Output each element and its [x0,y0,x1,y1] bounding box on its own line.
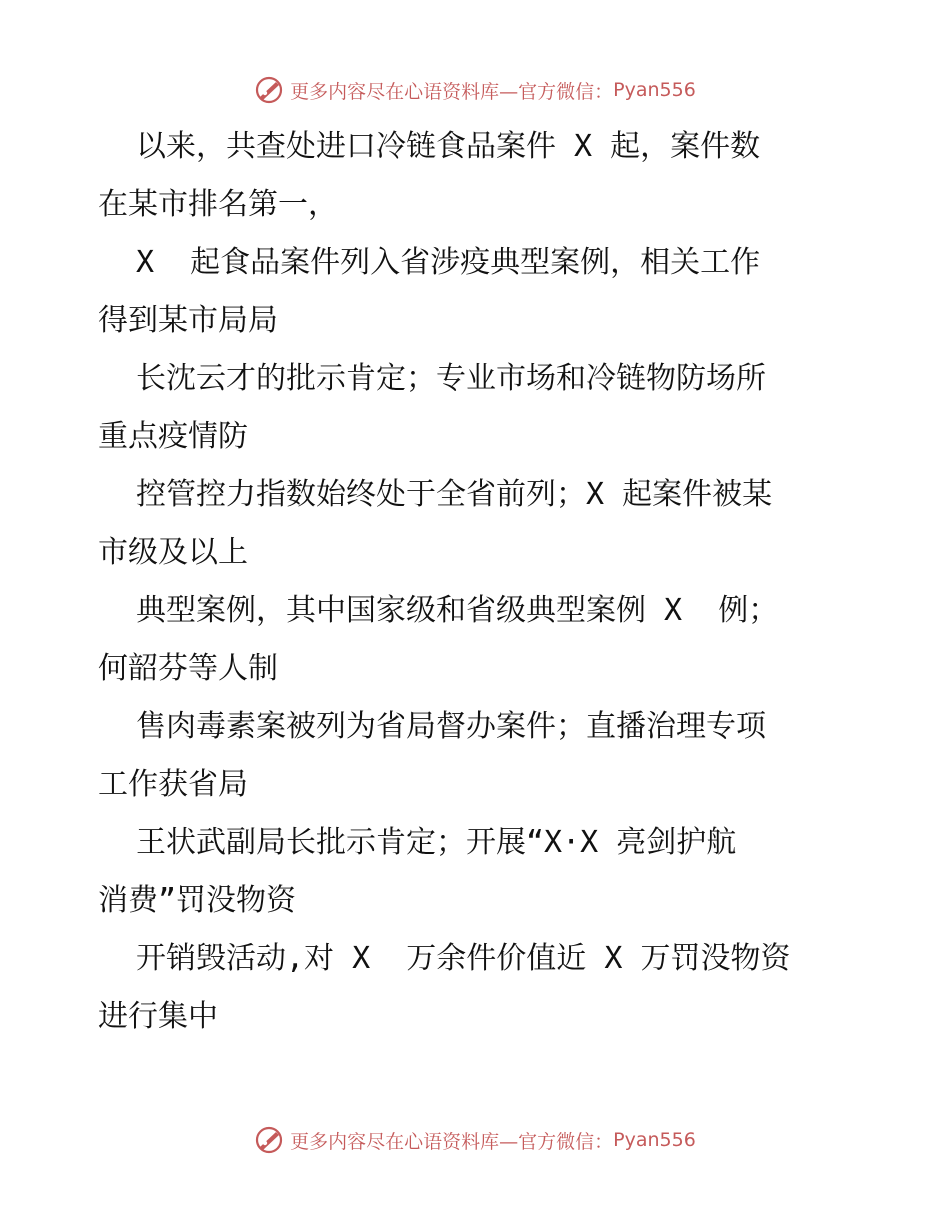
paragraph: 长沈云才的批示肯定；专业市场和冷链物防场所 重点疫情防 [98,361,766,454]
watermark-text: 更多内容尽在心语资料库—官方微信： [290,80,614,103]
paragraph: 以来，共查处进口冷链食品案件 X 起，案件数 在某市排名第一， [98,129,761,222]
footer-watermark [0,1122,950,1158]
paragraph: 王状武副局长批示肯定；开展“X·X 亮剑护航 消费”罚没物资 [98,825,737,918]
pen-logo-icon [254,1125,284,1155]
document-body [98,118,858,1046]
paragraph: 典型案例，其中国家级和省级典型案例 X 例； 何韶芬等人制 [98,593,779,686]
paragraph: 售肉毒素案被列为省局督办案件；直播治理专项 工作获省局 [98,709,766,802]
watermark-wechat-id: Pyan556 [613,79,696,101]
pen-logo-icon [254,75,284,105]
header-watermark [0,72,950,108]
paragraph: X 起食品案件列入省涉疫典型案例，相关工作 得到某市局局 [98,245,761,338]
paragraph: 控管控力指数始终处于全省前列；X 起案件被某 市级及以上 [98,477,773,570]
watermark-text: 更多内容尽在心语资料库—官方微信： [290,1130,614,1153]
paragraph: 开销毁活动,对 X 万余件价值近 X 万罚没物资 进行集中 [98,941,791,1034]
watermark-wechat-id: Pyan556 [613,1129,696,1151]
